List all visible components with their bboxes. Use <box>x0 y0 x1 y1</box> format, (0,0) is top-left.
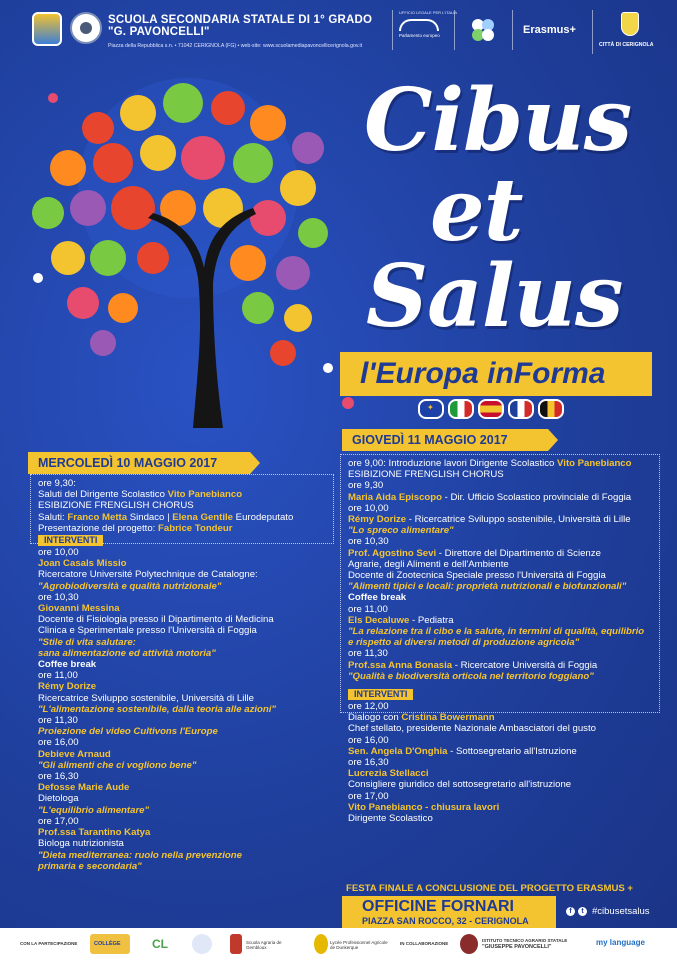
program-line: ore 10,30 <box>38 591 79 603</box>
program-line <box>348 458 658 469</box>
subtitle: l'Europa inForma <box>360 357 606 390</box>
program-line: ore 11,30 <box>38 715 78 727</box>
fruit-tree-illustration <box>8 68 378 438</box>
program-line: ore 10,00 <box>38 547 79 559</box>
istituto-line2: "GIUSEPPE PAVONCELLI" <box>482 944 552 950</box>
program-line: ore 16,30 <box>38 771 79 783</box>
day2-header: GIOVEDÌ 11 MAGGIO 2017 <box>342 429 548 451</box>
program-line <box>348 746 658 757</box>
speaker-role: - Direttore del Dipartimento di Scienze <box>436 547 601 559</box>
college-logo <box>90 934 130 954</box>
fruit-canopy <box>32 78 328 366</box>
talk-title: Proiezione del video Cultivons l'Europe <box>38 726 218 738</box>
flag-eu-icon <box>418 399 444 419</box>
school-name <box>108 14 372 38</box>
flag-es-icon <box>478 399 504 419</box>
speaker-name: Lucrezia Stellacci <box>348 768 429 780</box>
program-line <box>348 492 658 503</box>
city-logo <box>592 10 662 54</box>
time: ore 9,30: <box>38 478 76 489</box>
program-line: ore 10,00 <box>348 502 389 514</box>
speaker-role: Agrarie, degli Alimenti e dell'Ambiente <box>348 558 509 570</box>
speaker-name: Giovanni Messina <box>38 603 120 615</box>
city-crest-icon <box>621 12 639 36</box>
talk-title: "Lo spreco alimentare" <box>348 525 454 537</box>
gembloux-crest-icon <box>230 934 242 954</box>
text: Sindaco | <box>127 511 173 523</box>
text: ore 9,00: Introduzione lavori Dirigente Scolastico <box>348 458 558 469</box>
speaker-name: Vito Panebianco <box>167 489 243 501</box>
speaker-name: Rémy Dorize <box>38 681 97 693</box>
program-line: ore 16,30 <box>348 757 389 769</box>
european-parliament-logo <box>392 10 458 50</box>
day1-program <box>38 478 334 872</box>
speaker-role: Consigliere giuridico del sottosegretario all'istruzione <box>348 779 572 791</box>
speaker-name: Defosse Marie Aude <box>38 782 130 794</box>
speaker-name: Cristina Bowermann <box>401 712 495 724</box>
speaker-name: Prof.ssa Anna Bonasia <box>348 659 453 671</box>
flag-it-icon <box>448 399 474 419</box>
program-line: ore 17,00 <box>348 790 389 802</box>
collab-label: IN COLLABORAZIONE <box>400 941 449 946</box>
speaker-name: Prof. Agostino Sevi <box>348 547 437 559</box>
speaker-name: Fabrice Tondeur <box>158 522 233 534</box>
speaker-name: Debieve Arnaud <box>38 748 111 760</box>
talk-title: "Alimenti tipici e locali: proprietà nutrizionali e biofunzionali" <box>348 581 627 593</box>
interventi-label: INTERVENTI <box>348 689 413 700</box>
partner-circle-icon <box>192 934 212 954</box>
flag-be-icon <box>538 399 564 419</box>
gembloux-label: Scuola Agraria de Gembloux <box>246 940 282 950</box>
speaker-role: Dirigente Scolastico <box>348 813 433 825</box>
mylanguage-logo: my language <box>596 938 645 947</box>
istituto-crest-icon <box>460 934 478 954</box>
twitter-icon[interactable]: t <box>578 907 587 916</box>
text: Eurodeputato <box>233 511 294 523</box>
hashtag: #cibusetsalus <box>592 906 650 917</box>
school-emblem-icon <box>70 12 102 44</box>
program-line: ore 11,00 <box>348 603 388 615</box>
speaker-role: Docente di Zootecnica Speciale presso l'Università di Foggia <box>348 570 606 582</box>
text: Dialogo con <box>348 712 402 724</box>
talk-title: "Stile di vita salutare: <box>38 636 136 648</box>
speaker-name: Joan Casals Missio <box>38 558 127 570</box>
speaker-role: Ricercatore Université Polytechnique de Catalogne: <box>38 569 258 581</box>
program-line <box>38 534 334 547</box>
flags-row <box>418 399 564 419</box>
text: Saluti: <box>38 511 68 523</box>
school-address: Piazza della Repubblica s.n. • 71042 CERIGNOLA (FG) • web-site: www.scuolamediapavoncellicerignola.gov.it <box>108 43 363 49</box>
school-crest-icon <box>32 12 62 46</box>
program-line: ore 16,00 <box>348 734 389 746</box>
program-line: ore 12,00 <box>348 701 389 713</box>
program-line: ore 11,30 <box>348 648 388 660</box>
school-name-line2: "G. PAVONCELLI" <box>108 26 210 38</box>
flag-fr-icon <box>508 399 534 419</box>
speaker-role: - Ricercatore Università di Foggia <box>452 659 598 671</box>
lycee-icon <box>314 934 328 954</box>
speaker-name: Vito Panebianco - chiusura lavori <box>348 801 500 813</box>
program-line <box>38 489 334 500</box>
istituto-line1: ISTITUTO TECNICO AGRARIO STATALE <box>482 938 568 943</box>
footer <box>0 928 677 960</box>
talk-title: "Dieta mediterranea: ruolo nella prevenzione <box>38 849 242 861</box>
erasmus-label: Erasmus+ <box>523 24 576 36</box>
title-line-1: Cibus <box>364 70 632 171</box>
cl-text: CL <box>152 937 168 951</box>
program-line: ore 11,00 <box>38 670 78 682</box>
program-line <box>38 478 334 489</box>
speaker-name: Els Decaluwe <box>348 614 410 626</box>
cl-logo <box>138 934 182 954</box>
program-line <box>38 512 334 523</box>
speaker-role: - Sottosegretario all'Istruzione <box>447 745 577 757</box>
header <box>0 0 677 64</box>
program-line <box>348 615 658 626</box>
clover-icon <box>469 16 497 44</box>
title-line-3: Salus <box>366 246 623 347</box>
talk-title: "L'alimentazione sostenibile, dalla teoria alle azioni" <box>38 703 276 715</box>
city-label: CITTÀ DI CERIGNOLA <box>599 42 654 48</box>
speaker-role: - Dir. Ufficio Scolastico provinciale di Foggia <box>442 491 632 503</box>
program-line: ore 17,00 <box>38 815 79 827</box>
program-line <box>348 660 658 671</box>
finale-text: FESTA FINALE A CONCLUSIONE DEL PROGETTO ERASMUS + <box>346 883 634 894</box>
text: Presentazione del progetto: <box>38 522 159 534</box>
speaker-name: Franco Metta <box>67 511 128 523</box>
program-line: ESIBIZIONE FRENGLISH CHORUS <box>38 500 194 512</box>
program-line <box>348 548 658 559</box>
talk-title: "La relazione tra il cibo e la salute, in termini di qualità, equilibrio <box>348 626 645 638</box>
program-line: ore 9,30 <box>348 480 384 492</box>
program-line <box>348 514 658 525</box>
talk-title: sana alimentazione ed attività motoria" <box>38 647 216 659</box>
program-line <box>348 688 658 701</box>
speaker-role: Ricercatrice Sviluppo sostenibile, Università di Lille <box>38 692 254 704</box>
program-line: ore 16,00 <box>38 737 79 749</box>
speaker-name: Elena Gentile <box>172 511 234 523</box>
european-parliament-icon <box>399 19 439 31</box>
social-row <box>566 906 650 917</box>
text: Saluti del Dirigente Scolastico <box>38 489 168 501</box>
program-line: ore 10,30 <box>348 536 389 548</box>
title-line-2: et <box>430 160 523 261</box>
coffee-break: Coffee break <box>38 659 97 671</box>
talk-title: primaria e secondaria" <box>38 860 142 872</box>
speaker-role: Biologa nutrizionista <box>38 838 124 850</box>
clover-logo <box>454 10 510 50</box>
lycee-label: Lycée Professionnel Agricole de Dunkerque <box>330 940 388 950</box>
speaker-name: Prof.ssa Tarantino Katya <box>38 827 151 839</box>
speaker-name: Sen. Angela D'Onghia <box>348 745 448 757</box>
venue-address: PIAZZA SAN ROCCO, 32 - CERIGNOLA <box>362 916 529 926</box>
interventi-label: INTERVENTI <box>38 535 103 546</box>
school-name-line1: SCUOLA SECONDARIA STATALE DI 1° GRADO <box>108 14 373 26</box>
coffee-break: Coffee break <box>348 592 407 604</box>
college-name: COLLÈGE <box>94 941 121 947</box>
erasmus-logo <box>512 10 580 50</box>
speaker-name: Rémy Dorize <box>348 514 407 526</box>
speaker-role: Docente di Fisiologia presso il Dipartimento di Medicina <box>38 614 274 626</box>
talk-title: "Gli alimenti che ci vogliono bene" <box>38 759 197 771</box>
talk-title: "Agrobiodiversità e qualità nutrizionale" <box>38 580 222 592</box>
speaker-role: - Pediatra <box>409 614 454 626</box>
venue-name: OFFICINE FORNARI <box>362 898 514 915</box>
speaker-name: Maria Aida Episcopo <box>348 491 443 503</box>
ep-label: Parlamento europeo <box>399 33 440 38</box>
facebook-icon[interactable]: f <box>566 907 575 916</box>
program-line <box>348 712 658 723</box>
speaker-name: Vito Panebianco <box>557 458 632 469</box>
participation-label: CON LA PARTECIPAZIONE <box>20 941 78 946</box>
day2-program <box>348 458 658 824</box>
ep-small-text: UFFICIO LEGALE PER L'ITALIA <box>399 10 458 15</box>
speaker-role: Dietologa <box>38 793 79 805</box>
talk-title: "L'equilibrio alimentare" <box>38 804 150 816</box>
speaker-role: Clinica e Sperimentale presso l'Università di Foggia <box>38 625 257 637</box>
speaker-role: - Ricercatrice Sviluppo sostenibile, Università di Lille <box>406 514 631 526</box>
speaker-role: Chef stellato, presidente Nazionale Ambasciatori del gusto <box>348 723 596 735</box>
talk-title: "Qualità e biodiversità orticola nel territorio foggiano" <box>348 670 594 682</box>
day1-header: MERCOLEDÌ 10 MAGGIO 2017 <box>28 452 250 474</box>
talk-title: e rispetto ai diversi metodi di produzione agricola" <box>348 637 580 649</box>
program-line <box>38 523 334 534</box>
program-line: ESIBIZIONE FRENGLISH CHORUS <box>348 469 504 481</box>
